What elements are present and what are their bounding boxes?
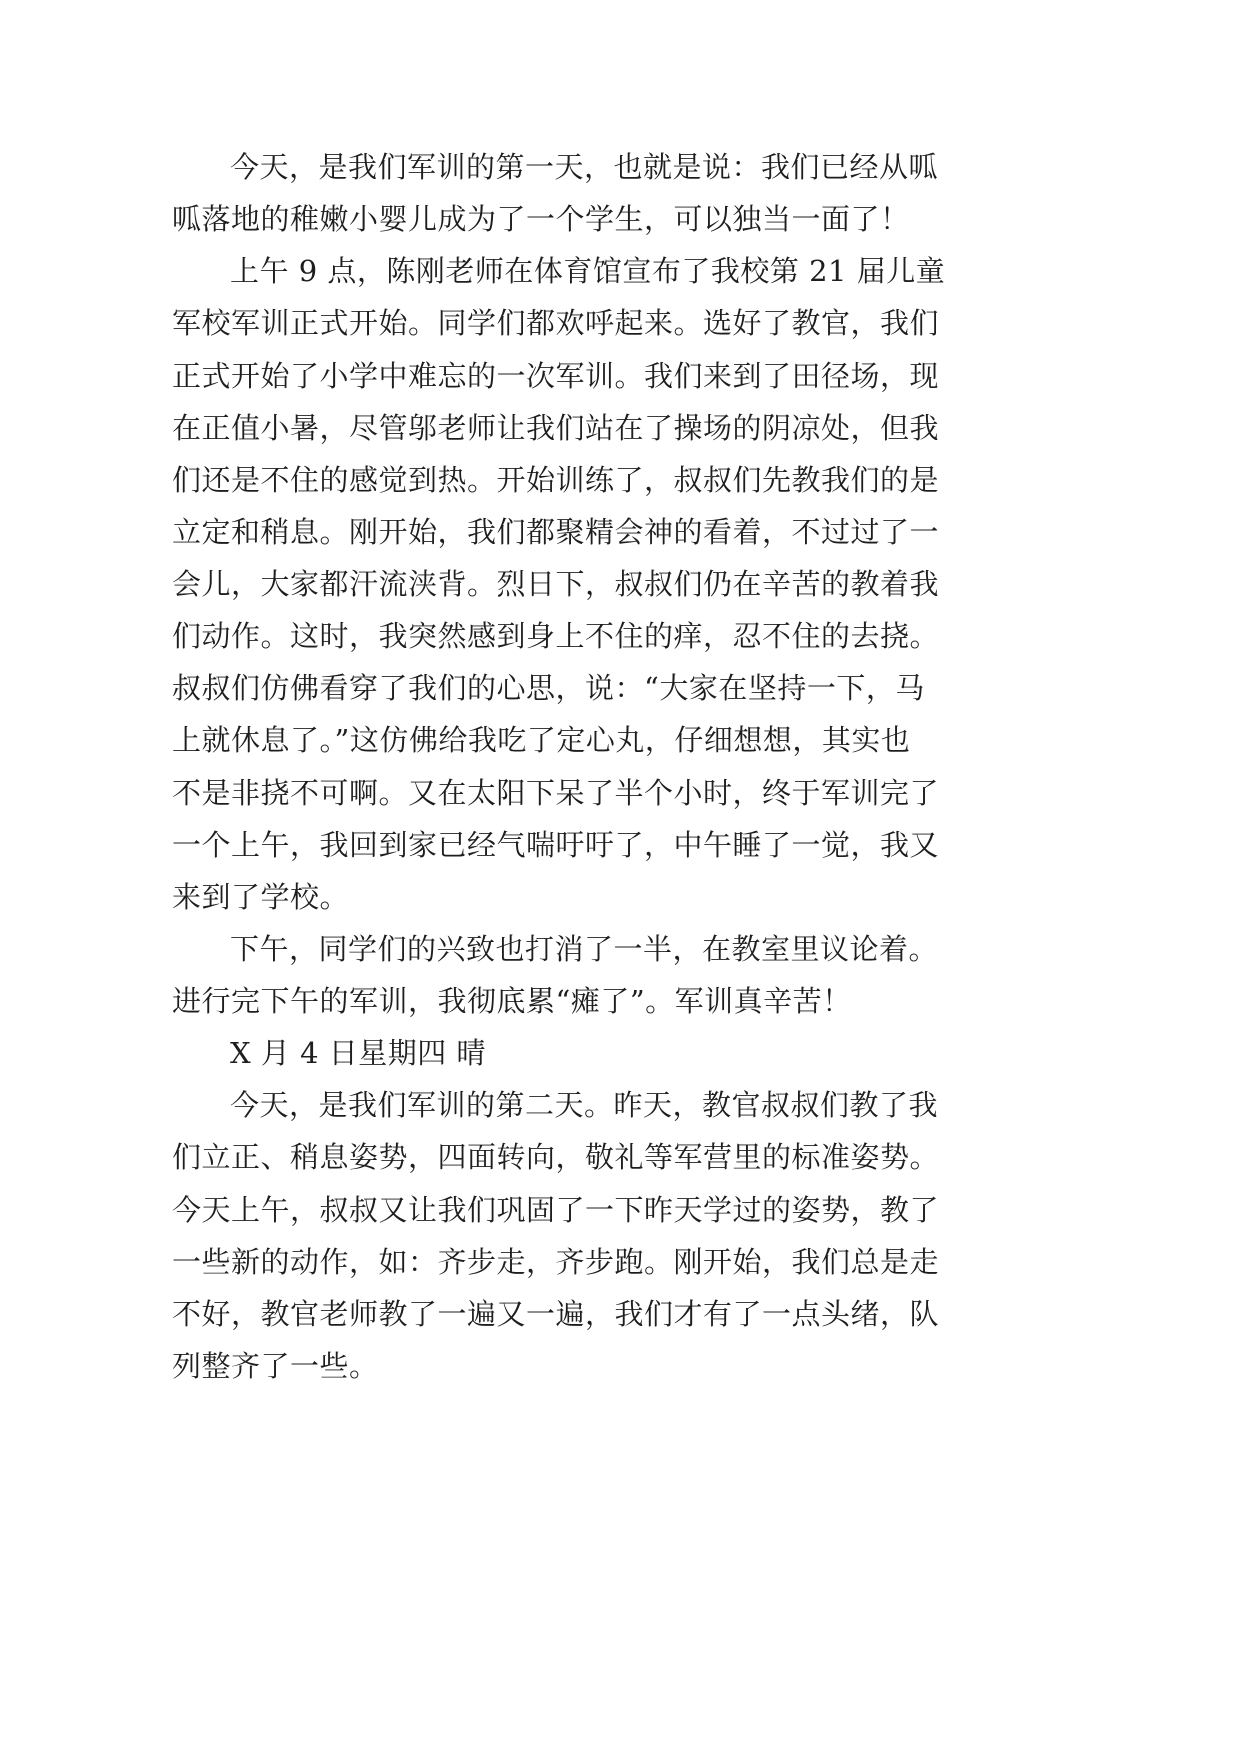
paragraph-line: 呱落地的稚嫩小婴儿成为了一个学生，可以独当一面了！ — [172, 202, 910, 237]
paragraph-line: 今天，是我们军训的第一天，也就是说：我们已经从呱 — [230, 150, 939, 184]
paragraph-line: 下午，同学们的兴致也打消了一半，在教室里议论着。 — [230, 931, 939, 966]
paragraph — [172, 923, 1132, 1027]
paragraph — [172, 1079, 1132, 1392]
paragraph-line: 今天上午，叔叔又让我们巩固了一下昨天学过的姿势，教了 — [172, 1192, 940, 1227]
paragraph-line: 们动作。这时，我突然感到身上不住的痒，忍不住的去挠。 — [172, 619, 940, 654]
paragraph-line: 上午 9 点，陈刚老师在体育馆宣布了我校第 21 届儿童 — [230, 254, 946, 289]
paragraph — [172, 141, 1132, 245]
paragraph-line: 列整齐了一些。 — [172, 1348, 379, 1383]
paragraph-line: 不好，教官老师教了一遍又一遍，我们才有了一点头绪，队 — [172, 1296, 940, 1331]
paragraph-line: 今天，是我们军训的第二天。昨天，教官叔叔们教了我 — [230, 1088, 939, 1123]
diary-date: X 月 4 日星期四 晴 — [230, 1036, 486, 1071]
paragraph-line: 叔叔们仿佛看穿了我们的心思，说：“大家在坚持一下，马 — [172, 671, 925, 706]
paragraph-line: 正式开始了小学中难忘的一次军训。我们来到了田径场，现 — [172, 358, 940, 393]
paragraph-line: 军校军训正式开始。同学们都欢呼起来。选好了教官，我们 — [172, 306, 940, 341]
paragraph-line: 一些新的动作，如：齐步走，齐步跑。刚开始，我们总是走 — [172, 1244, 940, 1279]
diary-date-heading — [172, 1027, 1132, 1079]
paragraph-line: 们立正、稍息姿势，四面转向，敬礼等军营里的标准姿势。 — [172, 1140, 940, 1175]
paragraph-line: 不是非挠不可啊。又在太阳下呆了半个小时，终于军训完了 — [172, 775, 940, 810]
paragraph-line: 来到了学校。 — [172, 879, 350, 914]
paragraph-line: 进行完下午的军训，我彻底累“瘫了”。军训真辛苦！ — [172, 984, 852, 1018]
paragraph — [172, 245, 1132, 923]
paragraph-line: 会儿，大家都汗流浃背。烈日下，叔叔们仍在辛苦的教着我 — [172, 567, 940, 601]
paragraph-line: 们还是不住的感觉到热。开始训练了，叔叔们先教我们的是 — [172, 462, 940, 497]
paragraph-line: 一个上午，我回到家已经气喘吁吁了，中午睡了一觉，我又 — [172, 827, 940, 862]
document-body — [172, 141, 1132, 1392]
paragraph-line: 在正值小暑，尽管邬老师让我们站在了操场的阴凉处，但我 — [172, 410, 940, 445]
paragraph-line: 上就休息了。”这仿佛给我吃了定心丸，仔细想想，其实也 — [172, 723, 911, 758]
paragraph-line: 立定和稍息。刚开始，我们都聚精会神的看着，不过过了一 — [172, 514, 940, 549]
